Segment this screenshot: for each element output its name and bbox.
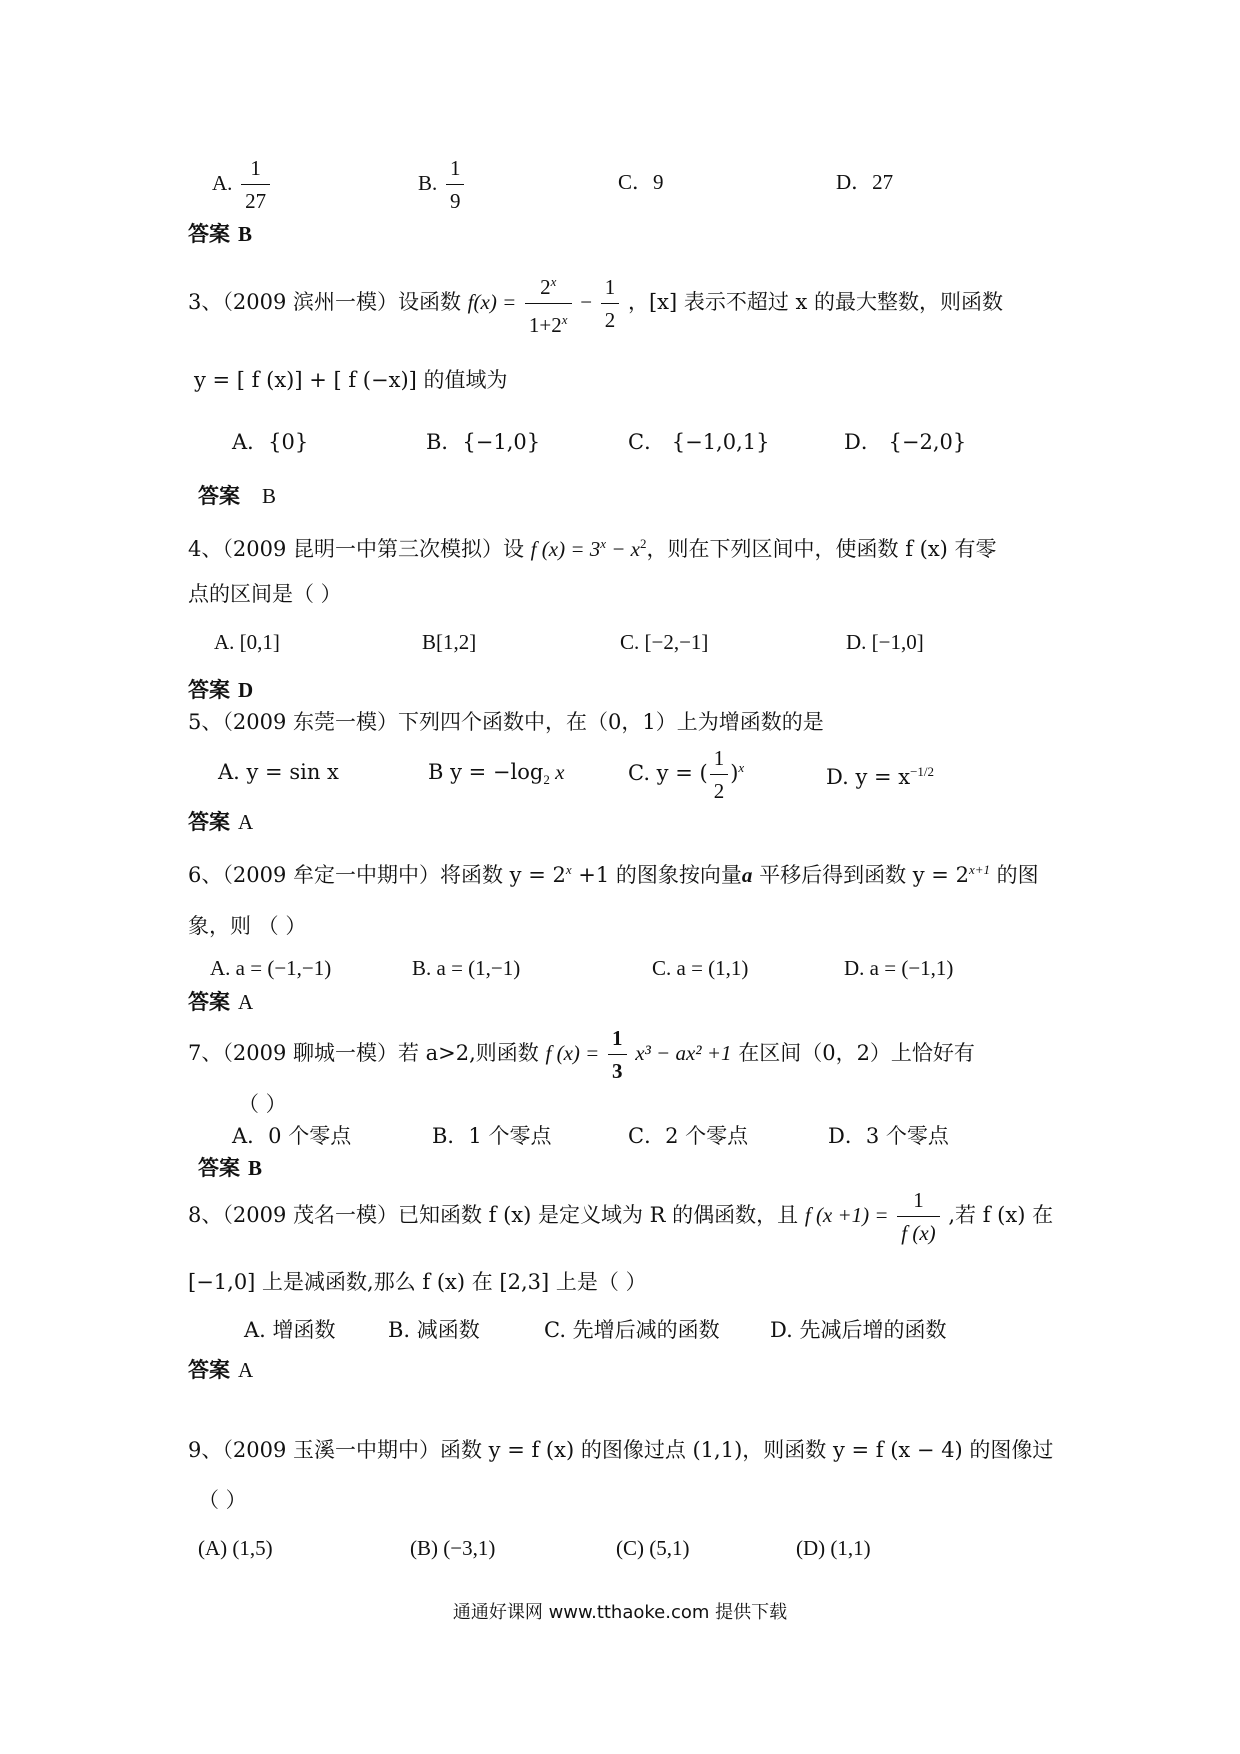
q5-answer: 答案 A	[188, 810, 254, 834]
q3-option-c: C． {−1,0,1}	[628, 430, 770, 454]
q2-option-b-fraction: $\frac{1}{9}$	[446, 154, 465, 215]
page-footer: 通通好课网 www.tthaoke.com 提供下载	[452, 1602, 788, 1623]
q3-option-b: B．{−1,0}	[426, 430, 541, 454]
q7-fraction: $\frac{1}{3}$	[608, 1024, 627, 1085]
q2-answer: 答案 B	[188, 222, 253, 246]
q5-option-d: D. $y = x^{-1/2}$	[826, 764, 935, 789]
q9-option-d: (D) (1,1)	[796, 1536, 871, 1560]
q5-question: 5、（2009 东莞一模）下列四个函数中，在（0，1）上为增函数的是	[188, 710, 824, 734]
q3-half-fraction: $\frac{1}{2}$	[601, 273, 620, 334]
q8-question: 8、（2009 茂名一模）已知函数 f (x) 是定义域为 R 的偶函数，且 f (x +1) = $\frac{1}{f (x)}$ ,若 f (x) 在	[188, 1188, 1054, 1245]
q7-option-d: D．3 个零点	[828, 1124, 949, 1148]
q4-line2: 点的区间是（ ）	[188, 582, 342, 606]
q4-option-b: B[1,2]	[422, 630, 477, 654]
q9-option-c: (C) (5,1)	[616, 1536, 690, 1560]
q3-question: 3、（2009 滨州一模）设函数 f(x) = $\frac{2^x}{1+2^x}$ − $\frac{1}{2}$ ，[x] 表示不超过 x 的最大整数，则函数	[188, 268, 1003, 334]
q4-option-d: D. [−1,0]	[846, 630, 924, 654]
q9-line2: （ ）	[198, 1488, 247, 1512]
q2-option-b: B. $\frac{1}{9}$	[418, 154, 466, 215]
q8-fraction: $\frac{1}{f (x)}$	[897, 1186, 939, 1247]
q7-option-b: B．1 个零点	[432, 1124, 552, 1148]
q2-option-a-fraction: $\frac{1}{27}$	[241, 154, 270, 215]
q3-fraction: $\frac{2^x}{1+2^x}$	[525, 268, 572, 339]
q4-option-a: A. [0,1]	[214, 630, 280, 654]
q7-line2: （ ）	[238, 1092, 287, 1116]
q5-option-c: C. y = ( $\frac{1}{2}$ )$^x$	[628, 746, 745, 803]
q9-option-a: (A) (1,5)	[198, 1536, 273, 1560]
q8-option-a: A. 增函数	[244, 1318, 336, 1342]
q3-option-a: A．{0}	[232, 430, 309, 454]
q7-answer: 答案 B	[198, 1156, 263, 1180]
q4-option-c: C. [−2,−1]	[620, 630, 709, 654]
q6-answer: 答案 A	[188, 990, 254, 1014]
q4-answer: 答案 D	[188, 678, 254, 702]
q5-option-b: B $y = -\log_2$ x	[428, 760, 565, 788]
q4-question: 4、（2009 昆明一中第三次模拟）设 f $(x) = 3^x - x^2$，则在下列区间中，使函数 f (x) 有零	[188, 536, 997, 561]
q7-option-c: C．2 个零点	[628, 1124, 749, 1148]
q3-line2: y = [ f (x)] + [ f (−x)] 的值域为	[194, 368, 508, 392]
q6-option-b: B. a = (1,−1)	[412, 956, 521, 980]
q6-line2: 象，则 （ ）	[188, 914, 307, 938]
q7-option-a: A．0 个零点	[232, 1124, 352, 1148]
q9-option-b: (B) (−3,1)	[410, 1536, 496, 1560]
q8-answer: 答案 A	[188, 1358, 254, 1382]
q2-option-d: D．27	[836, 170, 894, 194]
q2-option-c: C．9	[618, 170, 664, 194]
q6-option-d: D. a = (−1,1)	[844, 956, 954, 980]
q8-line2: [−1,0] 上是减函数,那么 f (x) 在 [2,3] 上是（ ）	[188, 1270, 647, 1294]
q3-answer: 答案 B	[198, 484, 277, 508]
q8-option-d: D. 先减后增的函数	[770, 1318, 947, 1342]
q9-question: 9、（2009 玉溪一中期中）函数 y = f (x) 的图像过点 (1,1)，则函数 y = f (x − 4) 的图像过	[188, 1438, 1054, 1462]
q5-option-a: A. y = sin x	[218, 760, 339, 784]
q6-option-a: A. a = (−1,−1)	[210, 956, 332, 980]
q3-option-d: D． {−2,0}	[844, 430, 967, 454]
q7-question: 7、（2009 聊城一模）若 a>2,则函数 f (x) = $\frac{1}{3}$ x³ − ax² +1 在区间（0，2）上恰好有	[188, 1026, 975, 1083]
q8-option-c: C. 先增后减的函数	[544, 1318, 720, 1342]
q6-question: 6、（2009 牟定一中期中）将函数 $y = 2^x +1$ 的图象按向量a 平移后得到函数 $y = 2^{x+1}$ 的图	[188, 862, 1039, 887]
q8-option-b: B. 减函数	[388, 1318, 480, 1342]
q2-option-a: A. $\frac{1}{27}$	[212, 154, 272, 215]
q6-option-c: C. a = (1,1)	[652, 956, 749, 980]
